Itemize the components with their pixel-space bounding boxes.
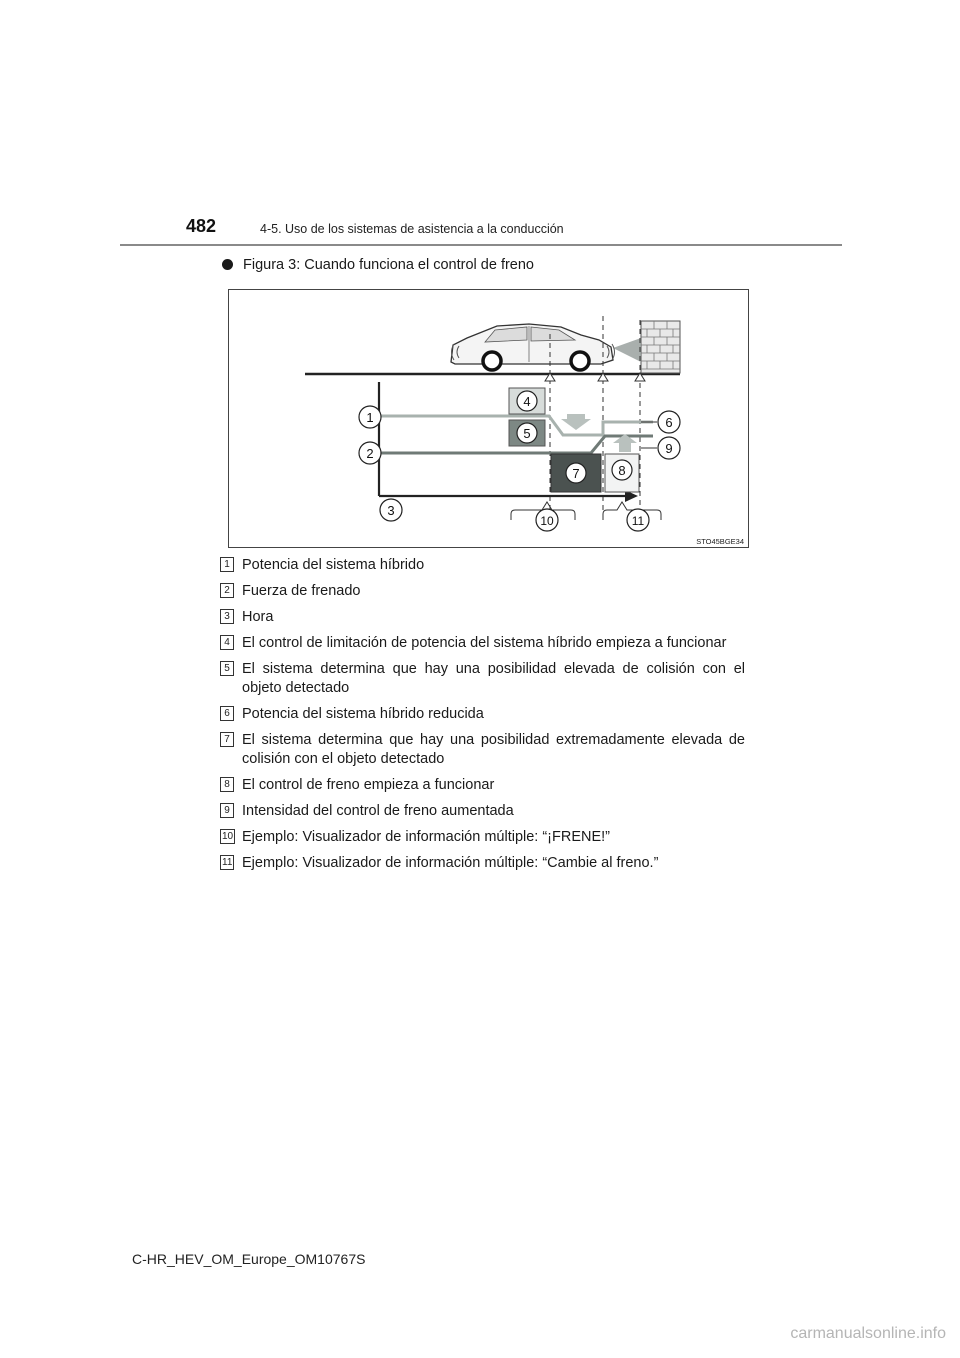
callout-1-label: 1 bbox=[366, 410, 374, 425]
legend-text: El sistema determina que hay una posibilidad elevada de colisión con el objeto detectado bbox=[242, 661, 745, 696]
callout-11-label: 11 bbox=[631, 514, 645, 528]
callout-2 bbox=[359, 442, 381, 464]
callout-7-label: 7 bbox=[572, 466, 580, 481]
callout-6 bbox=[658, 411, 680, 433]
page-number: 482 bbox=[186, 216, 217, 236]
legend-item bbox=[220, 776, 745, 795]
power-reduce-arrow-icon bbox=[561, 414, 591, 430]
legend-item bbox=[220, 608, 745, 627]
callout-3-label: 3 bbox=[387, 503, 395, 518]
legend-text: Intensidad del control de freno aumentada bbox=[242, 803, 514, 819]
callout-9 bbox=[658, 437, 680, 459]
legend-item bbox=[220, 828, 745, 847]
figure-image-code: STO45BGE34 bbox=[696, 537, 744, 546]
callout-4-label: 4 bbox=[523, 394, 531, 409]
callout-2-label: 2 bbox=[366, 446, 374, 461]
legend-item bbox=[220, 556, 745, 575]
legend-number: 4 bbox=[220, 635, 234, 650]
sensor-beam bbox=[613, 338, 641, 362]
legend-item bbox=[220, 854, 745, 873]
figure-caption-text: Figura 3: Cuando funciona el control de freno bbox=[243, 257, 534, 273]
callout-10-label: 10 bbox=[540, 514, 554, 528]
legend-number: 3 bbox=[220, 609, 234, 624]
callout-11 bbox=[627, 509, 649, 531]
legend-text: Potencia del sistema híbrido bbox=[242, 557, 425, 573]
legend-text: Potencia del sistema híbrido reducida bbox=[242, 706, 484, 722]
legend-number: 8 bbox=[220, 777, 234, 792]
legend-text: El control de freno empieza a funcionar bbox=[242, 777, 495, 793]
legend-item bbox=[220, 802, 745, 821]
callout-9-label: 9 bbox=[665, 441, 673, 456]
legend-text: Ejemplo: Visualizador de información múltiple: “Cambie al freno.” bbox=[242, 855, 659, 871]
legend-number: 6 bbox=[220, 706, 234, 721]
bullet-icon bbox=[222, 259, 233, 270]
legend-number: 7 bbox=[220, 732, 234, 747]
figure-legend bbox=[220, 556, 745, 880]
car-icon bbox=[451, 324, 615, 370]
footer-doc-code: C-HR_HEV_OM_Europe_OM10767S bbox=[132, 1251, 366, 1267]
legend-item bbox=[220, 705, 745, 724]
callout-4 bbox=[517, 391, 537, 411]
callout-7 bbox=[566, 463, 586, 483]
legend-item bbox=[220, 731, 745, 769]
wall-icon bbox=[641, 321, 680, 373]
legend-text: El control de limitación de potencia del sistema híbrido empieza a funcionar bbox=[242, 635, 727, 651]
figure-box bbox=[228, 289, 749, 548]
legend-item bbox=[220, 660, 745, 698]
legend-number: 10 bbox=[222, 831, 234, 842]
callout-3 bbox=[380, 499, 402, 521]
figure-caption bbox=[222, 257, 534, 273]
legend-number: 2 bbox=[220, 583, 234, 598]
callout-8 bbox=[612, 460, 632, 480]
brake-control-diagram bbox=[229, 290, 750, 549]
callout-1 bbox=[359, 406, 381, 428]
legend-number: 5 bbox=[220, 661, 234, 676]
legend-text: Fuerza de frenado bbox=[242, 583, 361, 599]
legend-text: Hora bbox=[242, 609, 274, 625]
legend-text: El sistema determina que hay una posibilidad extremadamente elevada de colisión con el objeto detectado bbox=[242, 732, 745, 767]
legend-item bbox=[220, 582, 745, 601]
callout-5-label: 5 bbox=[523, 426, 531, 441]
callout-10 bbox=[536, 509, 558, 531]
legend-number: 9 bbox=[220, 803, 234, 818]
legend-number: 1 bbox=[220, 557, 234, 572]
legend-item bbox=[220, 634, 745, 653]
legend-number: 11 bbox=[222, 857, 233, 868]
legend-text: Ejemplo: Visualizador de información múltiple: “¡FRENE!” bbox=[242, 829, 611, 845]
callout-6-label: 6 bbox=[665, 415, 673, 430]
watermark: carmanualsonline.info bbox=[790, 1325, 946, 1342]
callout-8-label: 8 bbox=[618, 463, 626, 478]
header-rule bbox=[120, 244, 842, 246]
callout-5 bbox=[517, 423, 537, 443]
section-title: 4-5. Uso de los sistemas de asistencia a la conducción bbox=[260, 222, 564, 236]
